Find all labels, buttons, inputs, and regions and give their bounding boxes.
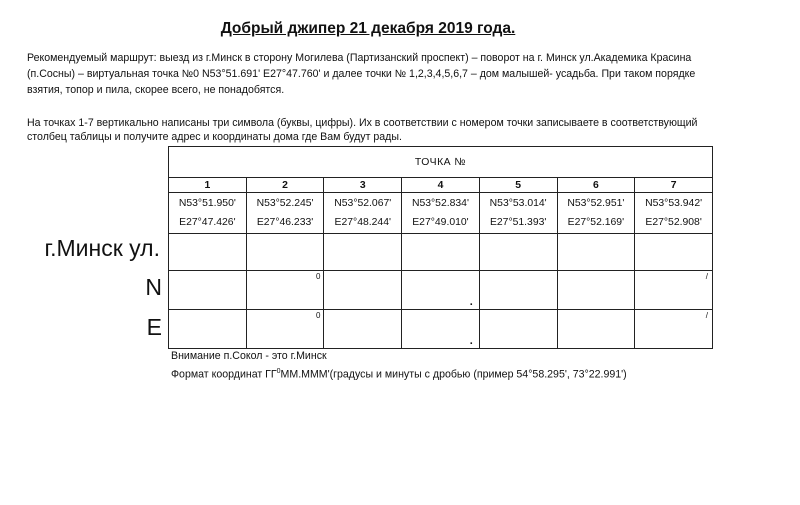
point-number: 4: [402, 178, 480, 193]
point-number: 5: [479, 178, 557, 193]
answer-cell[interactable]: [402, 310, 480, 349]
route-paragraph: Рекомендуемый маршрут: выезд из г.Минск в сторону Могилева (Партизанский проспект) – поворот на г. Минск ул.Академика Красина (п.Сосны) – виртуальная точка №0 N53°51.691' E27°47.760' и далее точки № 1,2,3,4,5,6,7 – дом малышей- усадьба. При таком порядке взятия, топор и пила, скорее всего, не понадобятся.: [27, 52, 696, 96]
point-number: 1: [169, 178, 247, 193]
answer-cell[interactable]: [635, 310, 713, 349]
answer-cell[interactable]: [402, 271, 480, 310]
point-coords: [557, 193, 635, 234]
degree-mark: 0: [315, 272, 321, 281]
answer-cell[interactable]: [479, 271, 557, 310]
point-n: N53°53.014': [489, 198, 547, 209]
point-e: E27°46.233': [256, 217, 314, 228]
answer-row-n: [169, 271, 713, 310]
decimal-dot: .: [469, 296, 473, 308]
point-e: E27°52.169': [567, 217, 625, 228]
answer-cell[interactable]: [246, 234, 324, 271]
answer-cell[interactable]: [557, 310, 635, 349]
point-e: E27°51.393': [489, 217, 547, 228]
point-number: 2: [246, 178, 324, 193]
answer-cell[interactable]: [169, 234, 247, 271]
point-n: N53°52.951': [567, 198, 625, 209]
point-e: E27°48.244': [334, 217, 391, 228]
answer-row-city: [169, 234, 713, 271]
answer-cell[interactable]: [324, 310, 402, 349]
point-number-row: [169, 178, 713, 193]
point-coords: [246, 193, 324, 234]
point-coords: [169, 193, 247, 234]
instruction-paragraph: На точках 1-7 вертикально написаны три символа (буквы, цифры). Их в соответствии с номером точки записываете в соответствующий столбец таблицы и получите адрес и координаты дома где Вам будут рады.: [27, 117, 698, 143]
point-n: N53°52.834': [411, 198, 469, 209]
answer-cell[interactable]: [402, 234, 480, 271]
point-e: E27°52.908': [645, 217, 702, 228]
answer-cell[interactable]: [479, 310, 557, 349]
answer-cell[interactable]: [557, 271, 635, 310]
format-degree: 0: [276, 368, 281, 375]
point-number: 3: [324, 178, 402, 193]
answer-cell[interactable]: [557, 234, 635, 271]
format-suffix: ММ.МММ'(градусы и минуты с дробью (пример 54°58.295', 73°22.991'): [280, 368, 627, 381]
points-table: [168, 146, 713, 349]
answer-cell[interactable]: [246, 271, 324, 310]
answer-cell[interactable]: [324, 234, 402, 271]
table-header: ТОЧКА №: [169, 147, 713, 178]
point-n: N53°51.950': [178, 198, 236, 209]
point-coords: [635, 193, 713, 234]
page-title: Добрый джипер 21 декабря 2019 года.: [220, 20, 516, 37]
row-label-n: N: [145, 274, 162, 300]
answer-cell[interactable]: [169, 310, 247, 349]
answer-row-e: [169, 310, 713, 349]
answer-cell[interactable]: [635, 271, 713, 310]
row-label-city: г.Минск ул.: [44, 235, 160, 261]
answer-cell[interactable]: [635, 234, 713, 271]
point-coords: [479, 193, 557, 234]
answer-cell[interactable]: [246, 310, 324, 349]
answer-cell[interactable]: [479, 234, 557, 271]
point-e: E27°49.010': [412, 217, 469, 228]
degree-mark: 0: [315, 311, 321, 320]
point-number: 7: [635, 178, 713, 193]
coordinate-row: [169, 193, 713, 234]
point-number: 6: [557, 178, 635, 193]
point-coords: [402, 193, 480, 234]
note-sokol: Внимание п.Сокол - это г.Минск: [171, 350, 327, 362]
point-e: E27°47.426': [179, 217, 236, 228]
table-header-row: [169, 147, 713, 178]
point-n: N53°52.067': [334, 198, 392, 209]
minute-mark: /: [705, 311, 708, 320]
answer-cell[interactable]: [324, 271, 402, 310]
format-prefix: Формат координат ГГ: [171, 368, 277, 381]
row-label-e: E: [146, 314, 162, 340]
decimal-dot: .: [469, 335, 473, 347]
point-n: N53°52.245': [256, 198, 314, 209]
answer-cell[interactable]: [169, 271, 247, 310]
point-coords: [324, 193, 402, 234]
point-n: N53°53.942': [645, 198, 703, 209]
minute-mark: /: [705, 272, 708, 281]
note-format: [171, 368, 627, 381]
